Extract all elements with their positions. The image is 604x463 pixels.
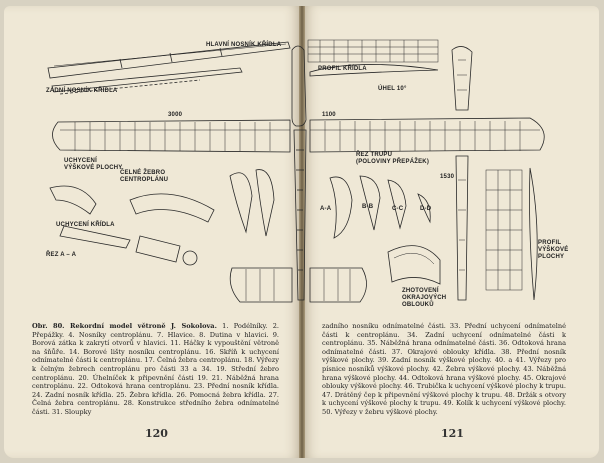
center-rib-label-line2: CENTROPLÁNU bbox=[120, 177, 169, 183]
fuselage-sections-label-line1: ŘEZ TRUPU bbox=[356, 152, 393, 158]
tailplane-profile-label-line3: PLOCHY bbox=[538, 254, 565, 260]
caption-left bbox=[32, 322, 279, 417]
tailplane-profile-label-line1: PROFIL bbox=[538, 240, 562, 246]
tip-fabrication-drawing bbox=[388, 246, 440, 284]
fuselage-sections-label bbox=[356, 152, 429, 166]
page-number-right: 121 bbox=[441, 427, 464, 440]
section-dd-label: D-D bbox=[420, 206, 432, 212]
tip-fabrication-label-line3: OBLOUKŮ bbox=[402, 302, 434, 308]
tailplane-mount-label-line2: VÝŠKOVÉ PLOCHY bbox=[64, 165, 123, 171]
center-rib-label bbox=[120, 170, 168, 184]
fuselage-top-view bbox=[456, 156, 468, 300]
angle-label: ÚHEL 10° bbox=[378, 86, 407, 92]
wingspan-dimension: 3000 bbox=[168, 112, 183, 118]
caption-right-body: zadního nosníku odnímatelné části. 33. Přední uchycení odnímatelné části k centroplánu. 34. Zadní uchycení odnímatelné části k centroplánu. 35. Náběžná hrana odnímatelné části. 36. Odtoková hrana odnímatelné části. 37. Okrajové oblouky křídla. 38. Přední nosník výškové plochy. 39. Zadní nosník výškové plochy. 40. a 41. Výřezy pro písnice nosníků výškové plochy. 42. Žebra výškové plochy. 43. Náběžná hrana výškové plochy. 44. Odtoková hrana výškové plochy. 45. Okrajové oblouky výškové plochy. 46. Trubička k uchycení výškové plochy k trupu. 47. Drátěný čep k připevnění výškové plochy k trupu. 48. Držák s otvory k uchycení výškové plochy k trupu. 49. Kolík k uchycení výškové plochy. 50. Výřezy v žebru výškové plochy. bbox=[322, 322, 566, 416]
rear-spar-label: ZADNÍ NOSNÍK KŘÍDLA bbox=[46, 88, 118, 94]
tailplane-mount-label bbox=[64, 158, 122, 172]
tip-fabrication-label-line2: OKRAJOVÝCH bbox=[402, 295, 447, 301]
wing-section-dimension: 1100 bbox=[322, 112, 336, 118]
tailplane-plan-view bbox=[230, 268, 366, 302]
center-rib-label-line1: ČELNÉ ŽEBRO bbox=[120, 170, 166, 176]
tailplane-profile-label-line2: VÝŠKOVÉ bbox=[538, 247, 569, 253]
wing-plan-view bbox=[52, 118, 544, 152]
caption-left-body: 1. Podélníky. 2. Přepážky. 4. Nosníky centroplánu. 7. Hlavice. 8. Dutina v hlavici. 9. Borová zátka k zakrytí otvorů v hlavici. 11. Háčky k vypouštění větroně na šňůře. 14. Borové lišty nosníku centroplánu. 16. Skříň k uchycení odnímatelné části k centroplánu. 17. Čelná žebra centroplánu. 18. Výřezy k čelným žebrech centroplánu pro části 33 a 34. 19. Střední žebro centroplánu. 20. Úhelníček k připevnění části 19. 21. Náběžná hrana centroplánu. 22. Odtoková hrana centroplánu. 23. Přední nosník křídla. 24. Zadní nosník křídla. 25. Žebra křídla. 26. Pomocná žebra křídla. 27. Čelná žebra centroplánu. 28. Konstrukce středního žebra odnímatelné části. 31. Sloupky bbox=[32, 322, 279, 416]
bulkhead-sections bbox=[330, 176, 430, 238]
tip-fabrication-label bbox=[402, 288, 446, 309]
wing-mount-label: UCHYCENÍ KŘÍDLA bbox=[56, 222, 115, 228]
wing-profile-label: PROFIL KŘÍDLA bbox=[318, 66, 367, 72]
wing-ribs bbox=[75, 121, 520, 151]
tailplane-profile-drawing bbox=[530, 168, 538, 300]
caption-heading: Obr. 80. Rekordní model větroně J. Sokolova. bbox=[32, 322, 217, 330]
profile-table bbox=[308, 40, 438, 62]
main-spar-label: HLAVNÍ NOSNÍK KŘÍDLA bbox=[206, 42, 282, 48]
section-cc-label: C-C bbox=[392, 206, 404, 212]
fuselage-side-view bbox=[292, 46, 306, 300]
tailplane-mount-label-line1: UCHYCENÍ bbox=[64, 158, 97, 164]
section-a-label: ŘEZ A – A bbox=[46, 252, 77, 258]
tip-fabrication-label-line1: ZHOTOVENÍ bbox=[402, 288, 439, 294]
fuselage-length-dimension: 1530 bbox=[440, 174, 455, 180]
fin-drawing bbox=[452, 46, 472, 110]
section-bb-label: B-B bbox=[362, 204, 374, 210]
tailplane-profile-table bbox=[486, 170, 522, 290]
tailplane-profile-label bbox=[538, 240, 568, 261]
section-aa-label: A-A bbox=[320, 206, 332, 212]
caption-right bbox=[322, 322, 566, 417]
page-number-left: 120 bbox=[145, 427, 168, 440]
fuselage-sections-label-line2: (POLOVINY PŘEPÁŽEK) bbox=[356, 159, 430, 165]
